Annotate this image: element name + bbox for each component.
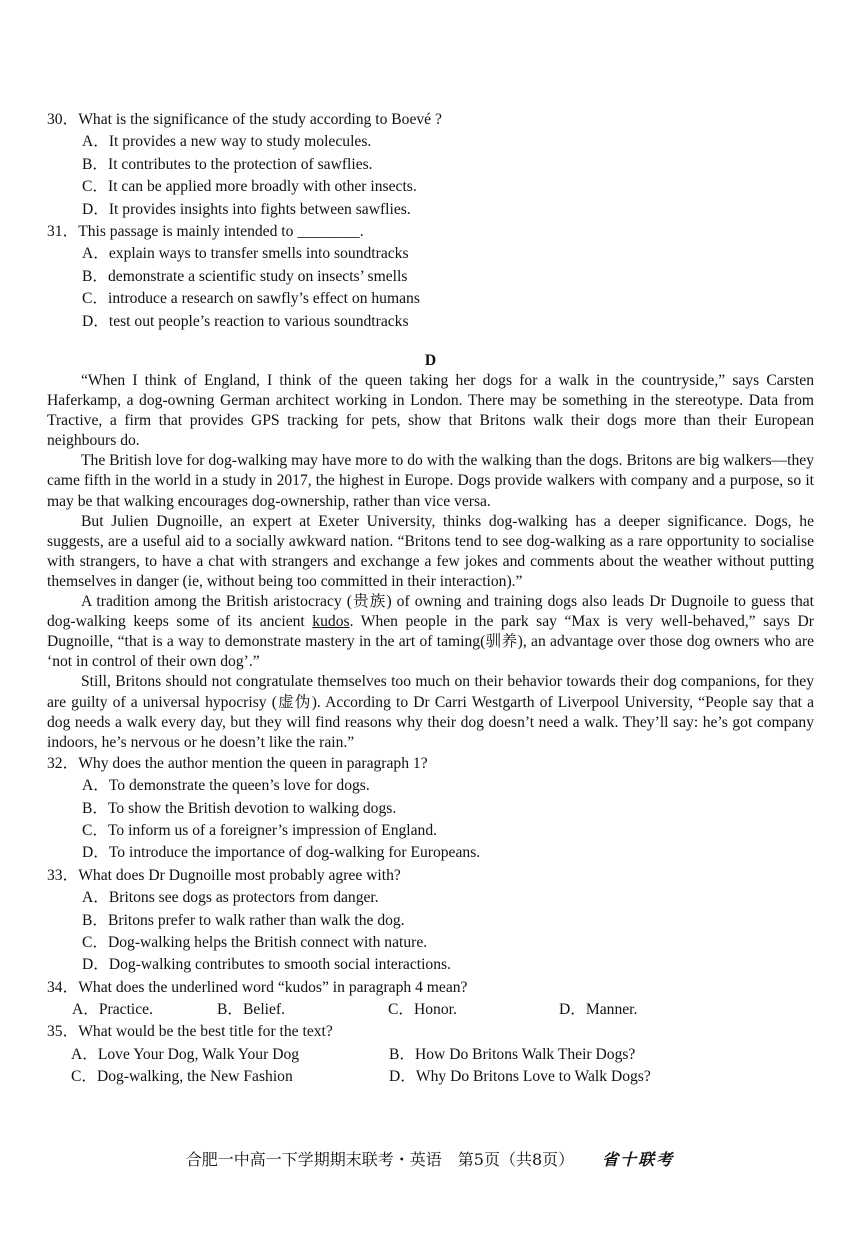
paragraph-3: But Julien Dugnoille, an expert at Exeter University, thinks dog-walking has a deeper significance. Dogs, he suggests, are a useful aid to a socially awkward nation. “Britons tend to see dog-walking as a rare opportunity to socialise with strangers, to have a chat with strangers and exchange a few jokes and comments about the weather without putting themselves in danger (ie, without being too committed in their interaction).” <box>47 512 814 590</box>
question-35-option-a: A．Love Your Dog, Walk Your Dog <box>71 1045 300 1063</box>
question-34-options <box>47 999 814 1021</box>
question-33-option-a: A．Britons see dogs as protectors from danger. <box>82 889 379 907</box>
paragraph-2: The British love for dog-walking may have more to do with the walking than the dogs. Britons are big walkers—they came fifth in the world in a study in 2017, the highest in Europe. Dogs provide walkers with company and a purpose, so it may be that walking encourages dog-ownership, rather than vice versa. <box>47 452 814 510</box>
question-35-option-c: C．Dog-walking, the New Fashion <box>71 1068 293 1086</box>
paragraph-5: Still, Britons should not congratulate themselves too much on their behavior towards their dog companions, for they are guilty of a universal hypocrisy (虚伪). According to Dr Carri Westgarth of Liverpool University, “People say that a dog needs a walk every day, but they will find reasons why their dog doesn’t need a walk. They’ll say: he’s got company indoors, he’s nervous or he doesn’t like the rain.” <box>47 673 814 751</box>
question-34-option-b: B．Belief. <box>217 1001 285 1019</box>
passage-heading: D <box>424 352 437 369</box>
underlined-word-kudos: kudos <box>312 613 350 631</box>
question-34-option-c: C．Honor. <box>388 1001 457 1019</box>
exam-brand-stamp: 省十联考 <box>602 1150 675 1169</box>
question-32-stem: 32．Why does the author mention the queen in paragraph 1? <box>47 754 428 772</box>
paragraph-4-part-2: . When people in the park say “Max is very well-behaved,” says Dr Dugnoille, “that is a way to demonstrate mastery in the art of taming(驯养), an advantage over those dog owners who are ‘not in control of their own dog’.” <box>47 613 814 671</box>
question-32-option-d: D．To introduce the importance of dog-walking for Europeans. <box>82 844 481 862</box>
question-35-option-d: D．Why Do Britons Love to Walk Dogs? <box>389 1068 651 1086</box>
question-30-option-b: B．It contributes to the protection of sawflies. <box>82 155 373 173</box>
question-31-option-d: D．test out people’s reaction to various soundtracks <box>82 312 409 330</box>
question-35-options-row-1 <box>47 1044 814 1066</box>
question-30-stem: 30．What is the significance of the study according to Boevé ? <box>47 111 442 128</box>
question-31-option-c: C．introduce a research on sawfly’s effect on humans <box>82 290 420 308</box>
question-33-stem: 33．What does Dr Dugnoille most probably agree with? <box>47 866 401 884</box>
question-35-stem: 35．What would be the best title for the text? <box>47 1023 333 1041</box>
question-32-option-b: B．To show the British devotion to walking dogs. <box>82 799 397 817</box>
paragraph-1: “When I think of England, I think of the queen taking her dogs for a walk in the countryside,” says Carsten Haferkamp, a dog-owning German architect working in London. There may be something in the stereotype. Data from Tractive, a firm that provides GPS tracking for pets, show that Britons walk their dogs more than their European neighbours do. <box>47 372 814 450</box>
paragraph-4-part-1: A tradition among the British aristocracy (贵族) of owning and training dogs also leads Dr Dugnoile to guess that dog-walking keeps some of its ancient <box>47 593 814 631</box>
question-34-option-a: A．Practice. <box>72 1001 153 1019</box>
questions-30-31 <box>47 109 817 333</box>
question-35-options-row-2 <box>47 1066 814 1088</box>
question-34-stem: 34．What does the underlined word “kudos” in paragraph 4 mean? <box>47 978 468 996</box>
question-32-option-a: A．To demonstrate the queen’s love for dogs. <box>82 777 370 795</box>
passage-d-section <box>47 351 814 1089</box>
question-34-option-d: D．Manner. <box>559 1001 638 1019</box>
paragraph-4 <box>47 592 814 672</box>
question-31-option-a: A．explain ways to transfer smells into soundtracks <box>82 245 409 263</box>
question-30-option-c: C．It can be applied more broadly with other insects. <box>82 178 417 196</box>
question-30-option-a: A．It provides a new way to study molecules. <box>82 133 372 151</box>
question-32-option-c: C．To inform us of a foreigner’s impression of England. <box>82 821 438 839</box>
question-33-option-c: C．Dog-walking helps the British connect with nature. <box>82 933 428 951</box>
question-35-option-b: B．How Do Britons Walk Their Dogs? <box>389 1045 636 1063</box>
question-31-option-b: B．demonstrate a scientific study on insects’ smells <box>82 267 408 285</box>
page-footer <box>0 1148 860 1172</box>
question-31-stem: 31．This passage is mainly intended to ________. <box>47 222 364 240</box>
question-33-option-d: D．Dog-walking contributes to smooth social interactions. <box>82 956 451 974</box>
question-33-option-b: B．Britons prefer to walk rather than walk the dog. <box>82 911 405 929</box>
question-30-option-d: D．It provides insights into fights between sawflies. <box>82 200 411 218</box>
footer-text: 合肥一中高一下学期期末联考・英语 第5页（共8页） <box>185 1150 575 1169</box>
